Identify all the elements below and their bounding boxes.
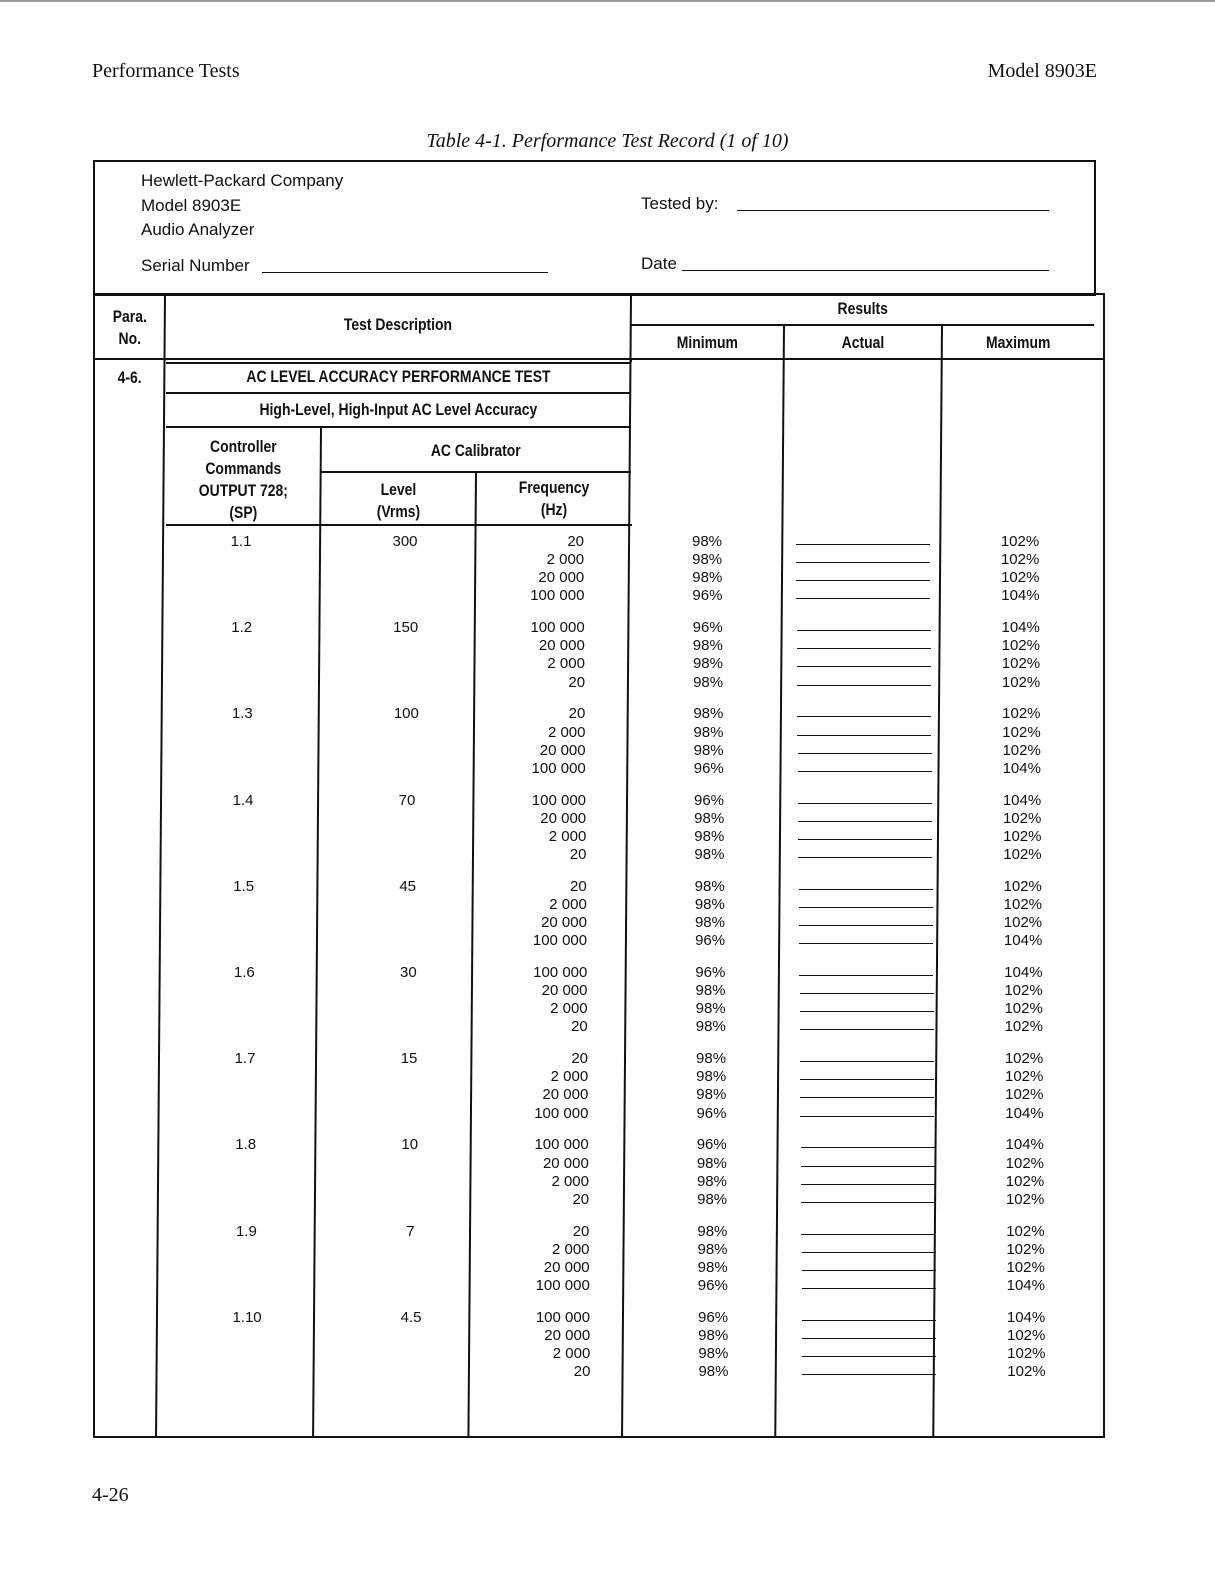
maximum-value: 104% [1002,759,1041,777]
actual-result-field[interactable] [800,1011,934,1012]
maximum-value: 102% [1005,1086,1044,1104]
actual-result-field[interactable] [800,1079,934,1080]
maximum-value: 102% [1006,1258,1045,1276]
calibrator-level: 15 [400,1050,418,1068]
minimum-value: 98% [696,1154,727,1172]
frequency-value: 2 000 [546,551,585,569]
section-title: AC LEVEL ACCURACY PERFORMANCE TEST [245,367,551,386]
frequency-value: 20 [568,673,586,691]
maximum-value: 102% [1004,982,1043,1000]
frequency-value: 20 000 [540,809,587,827]
maximum-header: Maximum [985,333,1051,352]
minimum-value: 96% [696,1104,727,1122]
maximum-value: 102% [1004,1050,1044,1068]
frequency-value: 2 000 [549,895,587,913]
running-header-left: Performance Tests [92,60,240,82]
frequency-value: 100 000 [534,1104,589,1122]
frequency-value: 20 [568,705,586,723]
product-name: Audio Analyzer [141,220,255,239]
actual-result-field[interactable] [801,1166,935,1167]
maximum-value: 104% [1006,1308,1046,1326]
maximum-value: 102% [1000,533,1040,550]
maximum-value: 104% [1005,1104,1044,1122]
frequency-value: 20 000 [544,1326,591,1344]
calibrator-level: 45 [399,877,417,895]
minimum-value: 98% [692,637,723,655]
actual-result-field[interactable] [797,666,931,667]
actual-result-field[interactable] [802,1288,936,1289]
controller-command: 1.6 [233,964,255,981]
frequency-value: 20 [571,1018,588,1036]
actual-result-field[interactable] [802,1356,936,1357]
minimum-value: 96% [695,964,726,981]
serial-number-label: Serial Number [141,256,250,275]
calibrator-level: 4.5 [400,1308,422,1326]
actual-result-field[interactable] [798,857,932,858]
frequency-value: 100 000 [532,932,588,950]
maximum-value: 102% [1003,877,1042,895]
frequency-value: 2 000 [552,1345,591,1362]
actual-header: Actual [841,333,884,352]
maximum-value: 102% [1002,809,1042,827]
minimum-header: Minimum [676,333,738,352]
calibrator-level: 30 [400,964,417,981]
actual-result-field[interactable] [800,993,934,994]
actual-result-field[interactable] [800,1097,934,1098]
maximum-value: 102% [1001,655,1041,673]
company-name: Hewlett-Packard Company [141,171,344,190]
maximum-value: 104% [1004,964,1043,981]
calibrator-rule [321,471,631,473]
frequency-value: 100 000 [535,1276,590,1294]
minimum-value: 98% [696,1050,727,1068]
para-number: 4-6. [117,368,143,387]
frequency-value: 20 000 [542,1086,589,1104]
calibrator-level: 70 [398,791,416,809]
minimum-value: 98% [694,845,725,863]
frequency-value: 100 000 [535,1308,591,1326]
actual-result-field[interactable] [796,562,930,563]
maximum-value: 104% [1001,587,1040,605]
controller-command: 1.9 [235,1222,257,1240]
maximum-value: 102% [1007,1363,1046,1381]
frequency-value: 20 000 [543,1258,590,1276]
frequency-header: Frequency (Hz) [518,478,589,519]
actual-result-field[interactable] [799,975,933,976]
tested-by-label: Tested by: [641,194,719,213]
minimum-value: 98% [694,914,725,931]
minimum-value: 98% [695,982,726,1000]
title-rule [166,392,631,394]
calibrator-level: 10 [401,1136,419,1154]
actual-result-field[interactable] [802,1374,936,1375]
calibrator-level: 300 [392,533,418,550]
minimum-value: 98% [697,1190,728,1208]
actual-result-field[interactable] [801,1147,935,1148]
maximum-value: 102% [1001,569,1040,587]
frequency-value: 100 000 [531,759,586,777]
calibrator-level: 100 [393,705,419,723]
actual-result-field[interactable] [798,839,932,840]
minimum-value: 98% [696,1086,727,1104]
actual-result-field[interactable] [801,1234,935,1235]
frequency-value: 20 000 [542,1154,589,1172]
minimum-value: 98% [694,827,725,845]
minimum-value: 98% [694,877,725,895]
minimum-value: 96% [696,1136,727,1154]
actual-result-field[interactable] [796,580,930,581]
actual-result-field[interactable] [798,753,932,754]
minimum-value: 98% [696,1068,727,1086]
date-label: Date [641,254,677,273]
maximum-value: 104% [1002,791,1042,809]
minimum-value: 98% [698,1326,729,1344]
frequency-value: 20 [567,533,584,550]
title-top-rule [166,362,631,364]
section-subtitle: High-Level, High-Input AC Level Accuracy [259,400,537,419]
minimum-value: 98% [693,673,724,691]
maximum-value: 102% [1004,1068,1044,1086]
controller-command: 1.4 [232,791,254,809]
maximum-value: 102% [1005,1154,1045,1172]
actual-result-field[interactable] [798,821,932,822]
para-no-header: Para. No. [112,307,148,348]
minimum-value: 96% [694,791,725,809]
frequency-value: 2 000 [550,1068,589,1086]
frequency-value: 100 000 [530,587,585,605]
frequency-value: 2 000 [551,1240,590,1258]
actual-result-field[interactable] [802,1338,936,1339]
page-number: 4-26 [92,1484,129,1506]
actual-result-field[interactable] [801,1202,935,1203]
actual-result-field[interactable] [799,907,933,908]
minimum-value: 96% [692,587,723,605]
actual-result-field[interactable] [797,735,931,736]
maximum-value: 102% [1003,827,1042,845]
calibrator-level: 150 [393,619,419,637]
calibrator-level: 7 [406,1222,415,1240]
table-caption: Table 4-1. Performance Test Record (1 of 10) [426,130,789,152]
maximum-value: 102% [1002,741,1041,759]
actual-result-field[interactable] [802,1252,936,1253]
maximum-value: 102% [1003,895,1043,913]
minimum-value: 98% [692,569,723,587]
maximum-value: 102% [1005,1172,1045,1190]
actual-result-field[interactable] [797,685,931,686]
minimum-value: 98% [697,1240,728,1258]
frequency-value: 20 000 [538,637,585,655]
frequency-value: 20 [573,1363,591,1381]
maximum-value: 102% [1005,1190,1045,1208]
maximum-value: 102% [1004,1018,1043,1036]
results-divider [631,324,1094,326]
frequency-value: 20 000 [539,741,586,759]
frequency-value: 100 000 [531,791,587,809]
frequency-value: 100 000 [534,1136,589,1154]
minimum-value: 96% [695,932,726,950]
maximum-value: 104% [1001,619,1040,637]
controller-command: 1.3 [231,705,253,723]
maximum-value: 104% [1006,1276,1045,1294]
actual-result-field[interactable] [799,889,933,890]
actual-result-field[interactable] [798,803,932,804]
minimum-value: 98% [693,705,724,723]
maximum-value: 102% [1006,1240,1045,1258]
minimum-value: 98% [691,533,723,550]
frequency-value: 2 000 [547,655,585,673]
ac-calibrator-header: AC Calibrator [431,441,521,460]
maximum-value: 104% [1003,932,1043,950]
maximum-value: 102% [1002,723,1041,741]
frequency-value: 20 [572,1222,590,1240]
actual-result-field[interactable] [799,943,933,944]
controller-command: 1.10 [232,1308,262,1326]
minimum-value: 98% [698,1345,729,1362]
controller-command: 1.7 [234,1050,256,1068]
minimum-value: 96% [697,1276,728,1294]
frequency-value: 20 000 [538,569,585,587]
maximum-value: 102% [1000,551,1040,569]
test-description-header: Test Description [343,315,453,334]
actual-result-field[interactable] [801,1184,935,1185]
maximum-value: 102% [1003,914,1043,931]
frequency-value: 20 000 [541,982,588,1000]
maximum-value: 104% [1005,1136,1044,1154]
frequency-value: 2 000 [551,1172,589,1190]
minimum-value: 98% [692,655,723,673]
maximum-value: 102% [1007,1345,1046,1362]
frequency-value: 100 000 [533,964,588,981]
actual-result-field[interactable] [802,1270,936,1271]
actual-result-field[interactable] [800,1116,934,1117]
controller-command: 1.1 [230,533,252,550]
maximum-value: 102% [1002,705,1041,723]
minimum-value: 98% [698,1363,729,1381]
frequency-value: 2 000 [550,1000,588,1018]
maximum-value: 102% [1007,1326,1046,1344]
frequency-value: 100 000 [530,619,585,637]
actual-result-field[interactable] [798,771,932,772]
actual-result-field[interactable] [800,1061,934,1062]
running-header-right: Model 8903E [987,60,1097,82]
actual-result-field[interactable] [796,598,930,599]
model-name: Model 8903E [141,196,242,215]
controller-command: 1.2 [231,619,253,637]
maximum-value: 102% [1004,1000,1043,1018]
actual-result-field[interactable] [797,630,931,631]
minimum-value: 96% [692,619,723,637]
actual-result-field[interactable] [802,1320,936,1321]
minimum-value: 98% [696,1172,727,1190]
subtitle-rule [166,426,631,428]
frequency-value: 2 000 [547,723,586,741]
actual-result-field[interactable] [796,544,930,545]
actual-result-field[interactable] [799,925,933,926]
minimum-value: 98% [695,1018,726,1036]
actual-result-field[interactable] [800,1029,934,1030]
minimum-value: 98% [697,1258,728,1276]
frequency-value: 20 [571,1050,589,1068]
level-header: Level (Vrms) [376,480,420,521]
frequency-value: 20 [572,1190,590,1208]
minimum-value: 98% [693,723,724,741]
maximum-value: 102% [1006,1222,1045,1240]
header-bottom-rule [95,358,1103,360]
actual-result-field[interactable] [797,648,931,649]
frequency-value: 2 000 [548,827,587,845]
minimum-value: 98% [694,895,725,913]
minimum-value: 96% [698,1308,729,1326]
maximum-value: 102% [1001,673,1041,691]
maximum-value: 102% [1001,637,1040,655]
minimum-value: 98% [697,1222,728,1240]
controller-command: 1.5 [233,877,255,895]
subheader-rule [166,524,632,526]
minimum-value: 98% [695,1000,726,1018]
frequency-value: 20 [570,877,587,895]
results-header: Results [837,299,888,318]
minimum-value: 98% [692,551,723,569]
minimum-value: 98% [693,741,724,759]
frequency-value: 20 [569,845,587,863]
minimum-value: 96% [693,759,724,777]
actual-result-field[interactable] [797,716,931,717]
controller-commands-header: Controller Commands OUTPUT 728; (SP) [198,437,288,522]
minimum-value: 98% [694,809,725,827]
frequency-value: 20 000 [541,914,587,931]
controller-command: 1.8 [235,1136,257,1154]
maximum-value: 102% [1003,845,1042,863]
